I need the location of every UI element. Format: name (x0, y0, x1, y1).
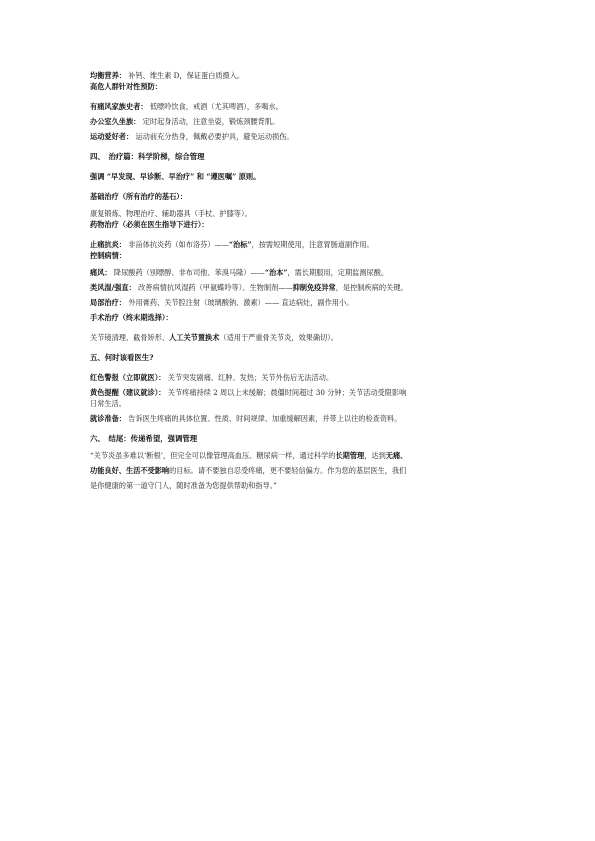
gout-text: 降尿酸药（别嘌醇、非布司他、苯溴马隆）—— (113, 268, 265, 277)
gout-text-2: ，需长期服用，定期监测尿酸。 (287, 268, 389, 277)
family-history-label: 有痛风家族史者： (90, 102, 148, 111)
balanced-nutrition-text: 补钙、维生素 D，保证蛋白质摄入。 (128, 71, 245, 80)
red-alert-label: 红色警报（立即就医）： (90, 373, 166, 382)
sports-lovers-line (90, 131, 511, 142)
basic-treatment-text: 康复锻炼、物理治疗、辅助器具（手杖、护膝等）。 (90, 209, 252, 218)
closing-emphasis-1: 长期管理 (335, 451, 365, 460)
red-alert-text: 关节突发剧痛、红肿、发热；关节外伤后无法活动。 (167, 373, 334, 382)
local-treatment-label: 局部治疗： (90, 298, 126, 307)
surgery-title: 手术治疗（终末期选择）： (90, 313, 173, 322)
office-workers-label: 办公室久坐族： (90, 117, 141, 126)
surgery-text: 关节镜清理、截骨矫形、 (90, 333, 170, 342)
treatment-principle: 强调 “早发现、早诊断、早治疗” 和 “遵医嘱” 原则。 (90, 172, 261, 181)
pain-relief-text: 非甾体抗炎药（如布洛芬）—— (128, 240, 229, 249)
pain-relief-text-2: ，按需短期使用，注意胃肠道副作用。 (251, 240, 374, 249)
ra-emphasis: 抑制免疫异常 (292, 283, 336, 292)
closing-text-1: “关节炎虽多难以‘断根’，但完全可以像管理高血压、糖尿病一样，通过科学的 (90, 451, 336, 460)
surgery-line (90, 332, 511, 343)
basic-treatment-title: 基础治疗（所有治疗的基石）： (90, 192, 188, 201)
pain-relief-line (90, 239, 511, 250)
pain-relief-emphasis: “治标” (228, 240, 252, 249)
sports-lovers-label: 运动爱好者： (90, 132, 134, 141)
red-alert-line (90, 372, 511, 383)
high-risk-title: 高危人群针对性预防： (90, 82, 162, 91)
family-history-text: 低嘌呤饮食，戒酒（尤其啤酒），多喝水。 (149, 102, 283, 111)
visit-prep-label: 就诊准备： (90, 414, 126, 423)
gout-line (90, 267, 511, 278)
disease-control-title: 控制病情： (90, 251, 126, 260)
gout-label: 痛风： (90, 268, 112, 277)
section-5-heading: 五、何时该看医生? (90, 353, 154, 362)
closing-quote-line-1 (90, 450, 511, 461)
balanced-nutrition-line (90, 70, 511, 81)
closing-text-2: ，达到 (364, 451, 386, 460)
section-6-heading: 六、 结尾：传递希望，强调管理 (90, 434, 198, 443)
visit-prep-line (90, 413, 511, 424)
yellow-alert-line (90, 387, 511, 398)
closing-emphasis-3: 功能良好、生活不受影响 (90, 466, 170, 475)
pain-relief-label: 止痛抗炎： (90, 240, 126, 249)
yellow-alert-text: 关节疼痛持续 2 周以上未缓解；晨僵时间超过 30 分钟；关节活动受限影响 (167, 388, 407, 397)
ra-text-2: ，是控制疾病的关键。 (335, 283, 408, 292)
closing-text-3: 的目标。请不要独自忍受疼痛，更不要轻信偏方。作为您的基层医生，我们 (169, 466, 407, 475)
local-treatment-text: 外用膏药、关节腔注射（玻璃酸钠、激素）—— 直达病灶，副作用小。 (128, 298, 354, 307)
closing-quote-line-2 (90, 465, 511, 476)
closing-quote-line-3: 是你健康的第一道守门人，随时准备为您提供帮助和指导。” (90, 481, 277, 490)
closing-emphasis-2: 无痛、 (385, 451, 408, 460)
yellow-alert-text-cont: 日常生活。 (90, 399, 126, 408)
balanced-nutrition-label: 均衡营养： (90, 71, 126, 80)
ra-line (90, 282, 511, 293)
drug-treatment-title: 药物治疗（必须在医生指导下进行）： (90, 220, 209, 229)
surgery-text-2: （适用于严重骨关节炎，效果确切）。 (219, 333, 338, 342)
ra-label: 类风湿/强直： (90, 283, 136, 292)
section-4-heading: 四、 治疗篇：科学阶梯，综合管理 (90, 152, 205, 161)
sports-lovers-text: 运动前充分热身，佩戴必要护具，避免运动损伤。 (135, 132, 294, 141)
family-history-line (90, 101, 511, 112)
office-workers-text: 定时起身活动，注意坐姿，锻炼颈腰背肌。 (142, 117, 280, 126)
ra-text: 改善病情抗风湿药（甲氨蝶呤等）、生物制剂—— (138, 283, 293, 292)
gout-emphasis: “治本” (264, 268, 288, 277)
office-workers-line (90, 116, 511, 127)
local-treatment-line (90, 297, 511, 308)
surgery-emphasis: 人工关节置换术 (169, 333, 220, 342)
yellow-alert-label: 黄色提醒（建议就诊）： (90, 388, 166, 397)
visit-prep-text: 告诉医生疼痛的具体位置、性质、时间规律、加重缓解因素，并带上以往的检查资料。 (128, 414, 402, 423)
